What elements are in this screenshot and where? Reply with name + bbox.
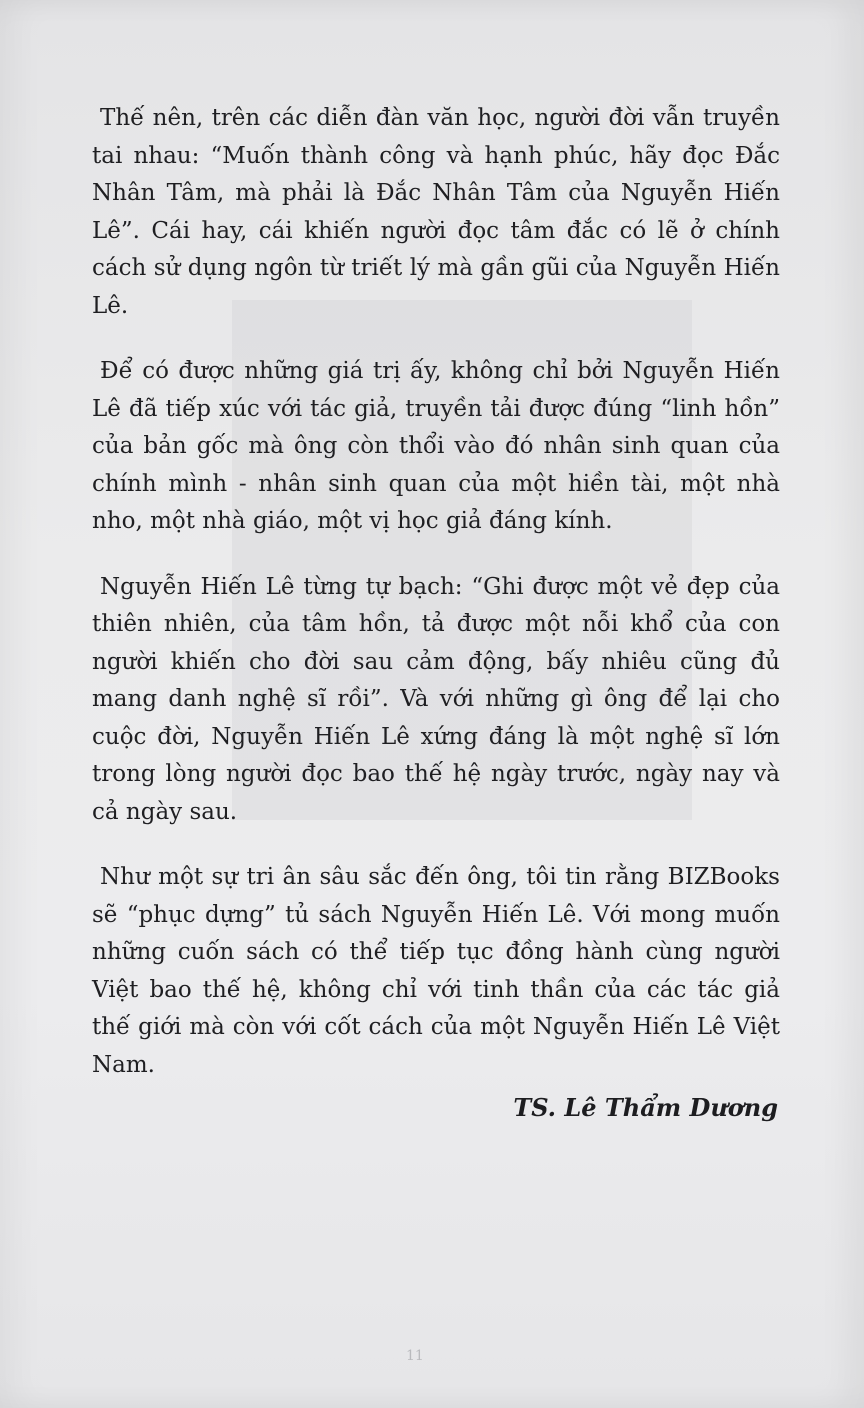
paragraph-3: Nguyễn Hiến Lê từng tự bạch: “Ghi được một vẻ đẹp của thiên nhiên, của tâm hồn, tả được một nỗi khổ của con người khiến cho đời sau cảm động, bấy nhiêu cũng đủ mang danh nghệ sĩ rồi”. Và với những gì ông để lại cho cuộc đời, Nguyễn Hiến Lê xứng đáng là một nghệ sĩ lớn trong lòng người đọc bao thế hệ ngày trước, ngày nay và cả ngày sau. [92,573,780,825]
paragraph-4: Như một sự tri ân sâu sắc đến ông, tôi tin rằng BIZBooks sẽ “phục dựng” tủ sách Nguyễn Hiến Lê. Với mong muốn những cuốn sách có thể tiếp tục đồng hành cùng người Việt bao thế hệ, không chỉ với tinh thần của các tác giả thế giới mà còn với cốt cách của một Nguyễn Hiến Lê Việt Nam. [92,864,780,1078]
paragraph-2: Để có được những giá trị ấy, không chỉ bởi Nguyễn Hiến Lê đã tiếp xúc với tác giả, truyền tải được đúng “linh hồn” của bản gốc mà ông còn thổi vào đó nhân sinh quan của chính mình - nhân sinh quan của một hiền tài, một nhà nho, một nhà giáo, một vị học giả đáng kính. [92,358,780,534]
paragraph-1: Thế nên, trên các diễn đàn văn học, người đời vẫn truyền tai nhau: “Muốn thành công và hạnh phúc, hãy đọc Đắc Nhân Tâm, mà phải là Đắc Nhân Tâm của Nguyễn Hiến Lê”. Cái hay, cái khiến người đọc tâm đắc có lẽ ở chính cách sử dụng ngôn từ triết lý mà gần gũi của Nguyễn Hiến Lê. [92,105,780,319]
author-signature: TS. Lê Thẩm Dương [513,1093,778,1122]
page-number: 11 [406,1348,424,1364]
body-text [92,100,780,1112]
